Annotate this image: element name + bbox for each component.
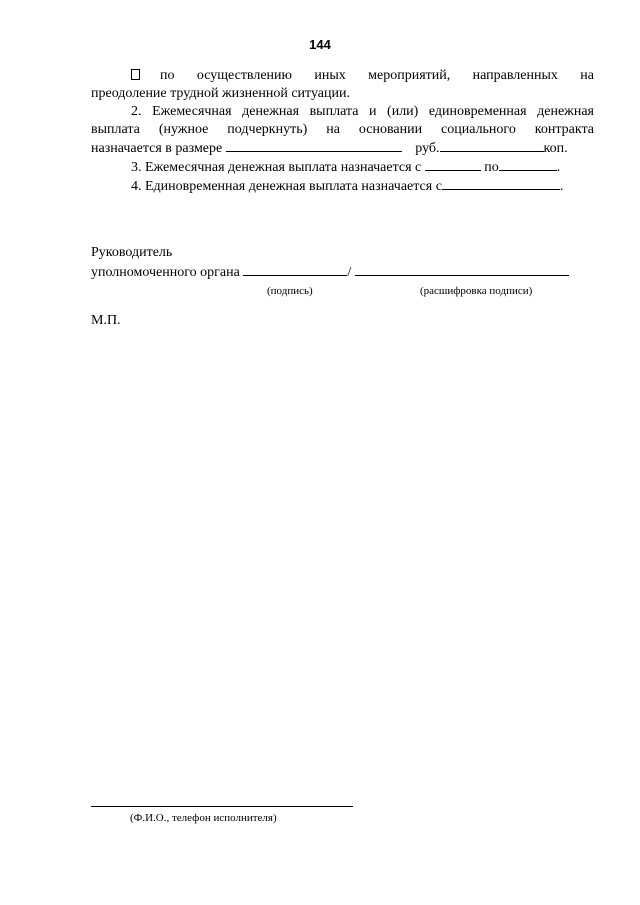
signatory-title-line-2 [91, 262, 611, 282]
other-measures-item [91, 67, 594, 85]
page-number: 144 [309, 37, 331, 52]
executor-line[interactable] [91, 806, 353, 807]
monthly-to-date-field[interactable] [499, 158, 557, 171]
monthly-payment-from-label: 3. Ежемесячная денежная выплата назначается с [131, 160, 422, 175]
paragraph-2-line-1 [91, 103, 594, 121]
paragraph-3 [91, 158, 594, 177]
paragraph-2-line-2 [91, 121, 594, 139]
document-body [91, 67, 594, 196]
signatory-title-text: уполномоченного органа [91, 265, 240, 280]
signature-caption: (подпись) [267, 285, 313, 297]
stamp-label: М.П. [91, 313, 121, 328]
executor-caption: (Ф.И.О., телефон исполнителя) [130, 812, 277, 824]
paragraph-2-text-2: выплата (нужное подчеркнуть) на основании социального контракта [91, 122, 594, 137]
amount-rubles-field[interactable] [226, 139, 402, 152]
signatory-title-line-1: Руководитель [91, 245, 173, 260]
signature-decoding-caption: (расшифровка подписи) [420, 285, 533, 297]
other-measures-text-a: по осуществлению иных мероприятий, направленных на [160, 68, 594, 83]
paragraph-4-end: . [559, 179, 564, 194]
other-measures-text-b-line [91, 85, 594, 103]
signature-field[interactable] [243, 262, 347, 276]
paragraph-4 [91, 177, 594, 196]
monthly-payment-to-label: по [484, 160, 499, 175]
paragraph-3-end: . [556, 160, 561, 175]
signature-captions [91, 282, 611, 298]
paragraph-2-text-1: 2. Ежемесячная денежная выплата и (или) единовременная денежная [131, 104, 594, 119]
amount-kopecks-field[interactable] [440, 139, 544, 152]
signature-separator: / [347, 265, 352, 280]
monthly-from-date-field[interactable] [425, 158, 481, 171]
other-measures-text-b: преодоление трудной жизненной ситуации. [91, 86, 350, 101]
lump-sum-from-label: 4. Единовременная денежная выплата назначается с [131, 179, 442, 194]
amount-label: назначается в размере [91, 141, 223, 156]
signature-block [91, 244, 611, 298]
signature-decoding-field[interactable] [355, 262, 569, 276]
rubles-unit: руб. [415, 141, 440, 156]
checkbox-icon[interactable] [131, 69, 140, 80]
paragraph-2-line-3 [91, 139, 594, 158]
kopecks-unit: коп. [543, 141, 568, 156]
lump-sum-date-field[interactable] [442, 177, 560, 190]
